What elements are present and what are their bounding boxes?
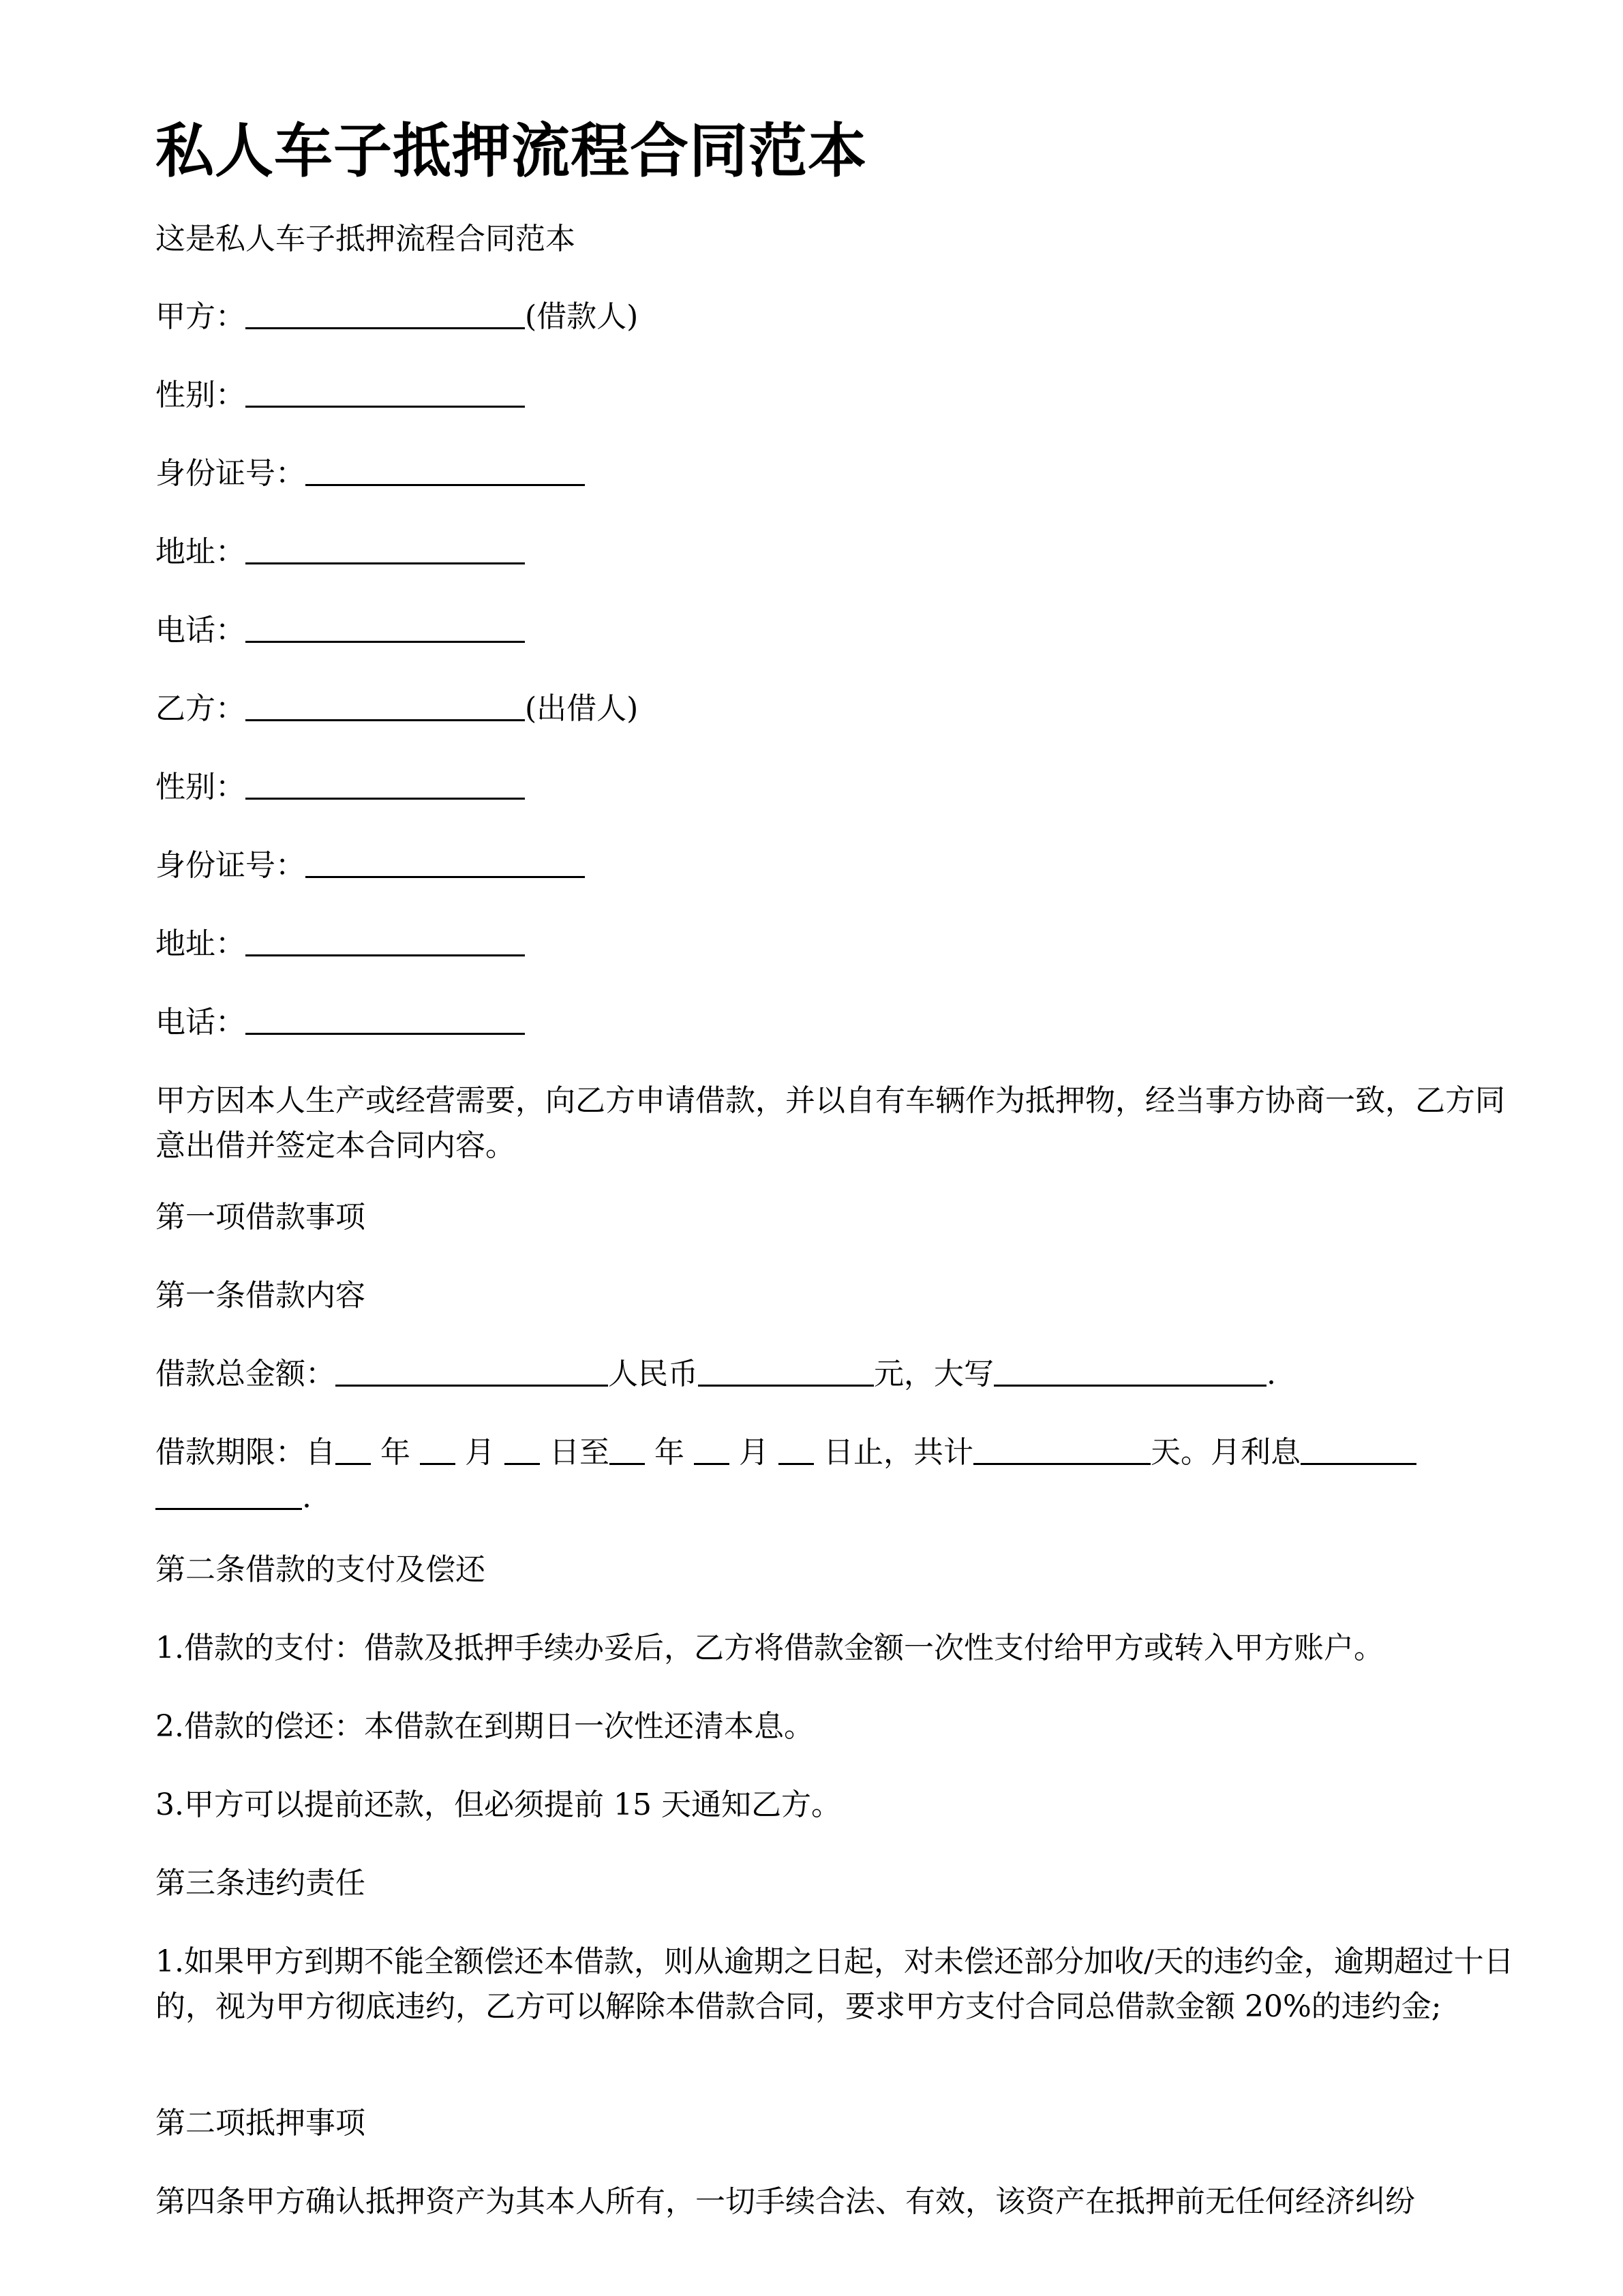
- loan-term-day-2: 日止，共计: [823, 1435, 973, 1470]
- loan-term-interest-blank-1[interactable]: [1301, 1433, 1416, 1465]
- party-a-name-blank[interactable]: [245, 297, 525, 329]
- loan-term-start-day-blank[interactable]: [504, 1433, 540, 1465]
- party-a-address-label: 地址：: [155, 534, 245, 569]
- article-4-text: 第四条甲方确认抵押资产为其本人所有，一切手续合法、有效，该资产在抵押前无任何经济纠纷: [155, 2184, 1415, 2219]
- party-a-address-line: [155, 530, 525, 575]
- section-2-title: 第二项抵押事项: [155, 2106, 365, 2141]
- party-b-id-label: 身份证号：: [155, 848, 305, 883]
- article-2-item-3: 3.甲方可以提前还款，但必须提前 15 天通知乙方。: [155, 1787, 841, 1822]
- loan-amount-yuan: 元，大写: [874, 1357, 994, 1391]
- party-a-id-line: [155, 451, 585, 496]
- loan-term-line-continued: [155, 1475, 312, 1520]
- loan-amount-uppercase-blank[interactable]: [994, 1355, 1266, 1387]
- article-2-title: 第二条借款的支付及偿还: [155, 1552, 485, 1587]
- party-b-name-blank[interactable]: [245, 689, 525, 721]
- article-3-title: 第三条违约责任: [155, 1866, 365, 1901]
- party-a-phone-blank[interactable]: [245, 611, 525, 643]
- party-a-address-blank[interactable]: [245, 532, 525, 564]
- loan-amount-end: .: [1266, 1357, 1276, 1391]
- party-b-gender-label: 性别：: [155, 770, 245, 804]
- loan-term-start-month-blank[interactable]: [420, 1433, 455, 1465]
- loan-term-year-2: 年: [654, 1435, 684, 1470]
- loan-term-end-year-blank[interactable]: [609, 1433, 645, 1465]
- loan-amount-label: 借款总金额：: [155, 1357, 335, 1391]
- loan-term-end-month-blank[interactable]: [694, 1433, 729, 1465]
- party-a-gender-blank[interactable]: [245, 376, 525, 408]
- party-b-gender-blank[interactable]: [245, 768, 525, 800]
- loan-amount-rmb: 人民币: [608, 1357, 698, 1391]
- party-a-id-label: 身份证号：: [155, 456, 305, 491]
- party-a-id-blank[interactable]: [305, 454, 585, 486]
- party-a-phone-line: [155, 608, 525, 653]
- party-b-address-line: [155, 922, 525, 967]
- section-1-title: 第一项借款事项: [155, 1200, 365, 1235]
- loan-amount-line: [155, 1352, 1276, 1397]
- party-b-id-line: [155, 843, 585, 888]
- party-a-label: 甲方：: [155, 299, 245, 334]
- loan-term-year-1: 年: [380, 1435, 410, 1470]
- loan-term-days-blank[interactable]: [973, 1433, 1151, 1465]
- article-3-item-1: 1.如果甲方到期不能全额偿还本借款，则从逾期之日起，对未偿还部分加收/天的违约金，逾期超过十日的，视为甲方彻底违约，乙方可以解除本借款合同，要求甲方支付合同总借款金额 20%的违约金;: [155, 1944, 1514, 2024]
- loan-term-line: [155, 1430, 1416, 1475]
- loan-term-label: 借款期限：自: [155, 1435, 335, 1470]
- loan-amount-blank[interactable]: [335, 1355, 608, 1387]
- article-2-item-2: 2.借款的偿还：本借款在到期日一次性还清本息。: [155, 1709, 814, 1744]
- party-a-role: (借款人): [525, 299, 639, 334]
- party-b-phone-line: [155, 1000, 525, 1045]
- party-b-address-blank[interactable]: [245, 924, 525, 956]
- party-b-label: 乙方：: [155, 691, 245, 726]
- party-a-gender-label: 性别：: [155, 378, 245, 412]
- loan-amount-rmb-blank[interactable]: [698, 1355, 874, 1387]
- loan-term-interest-blank-2[interactable]: [155, 1478, 302, 1510]
- loan-term-start-year-blank[interactable]: [335, 1433, 371, 1465]
- party-b-phone-blank[interactable]: [245, 1003, 525, 1035]
- intro-paragraph: 甲方因本人生产或经营需要，向乙方申请借款，并以自有车辆作为抵押物，经当事方协商一致，乙方同意出借并签定本合同内容。: [155, 1083, 1505, 1163]
- loan-term-month-2: 月: [739, 1435, 769, 1470]
- loan-term-day-1: 日至: [549, 1435, 609, 1470]
- party-b-line: [155, 686, 638, 731]
- party-b-id-blank[interactable]: [305, 846, 585, 878]
- article-2-item-1: 1.借款的支付：借款及抵押手续办妥后，乙方将借款金额一次性支付给甲方或转入甲方账户。: [155, 1631, 1384, 1665]
- article-1-title: 第一条借款内容: [155, 1278, 365, 1313]
- loan-term-month-1: 月: [465, 1435, 495, 1470]
- party-b-phone-label: 电话：: [155, 1005, 245, 1040]
- loan-term-end: .: [302, 1480, 312, 1515]
- party-b-role: (出借人): [525, 691, 639, 726]
- loan-term-end-day-blank[interactable]: [778, 1433, 814, 1465]
- party-a-line: [155, 294, 638, 339]
- party-a-gender-line: [155, 373, 525, 418]
- document-title: 私人车子抵押流程合同范本: [155, 117, 867, 185]
- document-subtitle: 这是私人车子抵押流程合同范本: [155, 222, 575, 256]
- loan-term-days: 天。月利息: [1151, 1435, 1301, 1470]
- party-a-phone-label: 电话：: [155, 613, 245, 648]
- party-b-address-label: 地址：: [155, 926, 245, 961]
- party-b-gender-line: [155, 765, 525, 810]
